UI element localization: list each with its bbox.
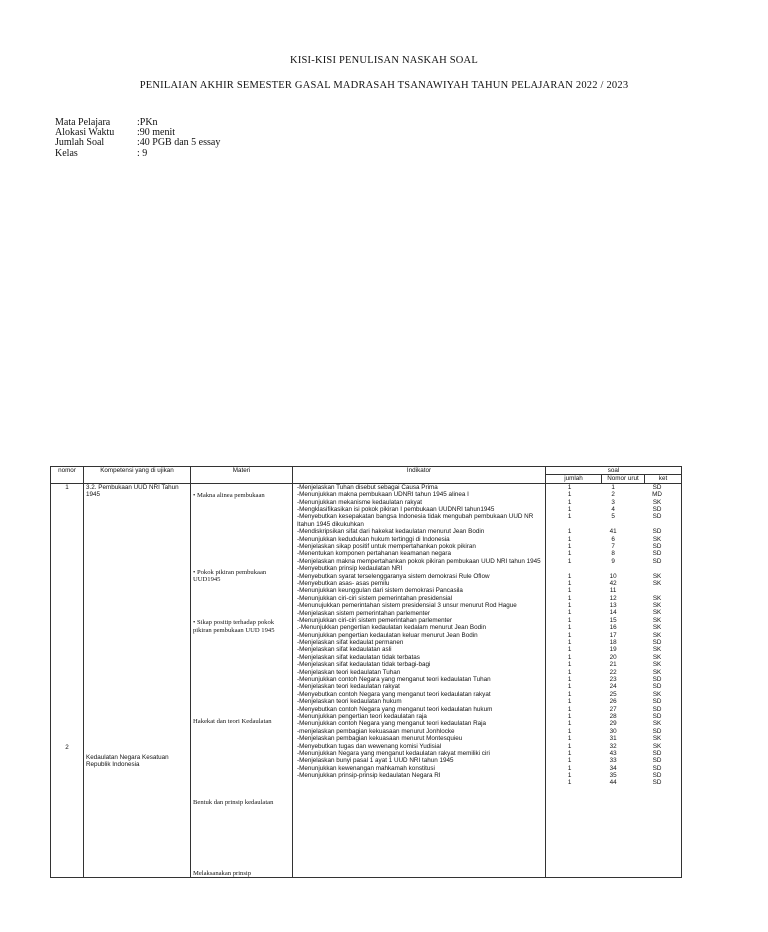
jumlah-value: 1 [567,505,572,513]
nomor-urut-value: 34 [609,764,617,772]
nomor-urut-value: 14 [609,609,617,617]
indicator-text: -Menjelaskan sistem pemerintahan parlementer [297,609,430,617]
jumlah-value: 1 [567,498,572,506]
nomor-urut-value: 26 [609,698,617,706]
nomor-urut-value: 32 [609,742,617,750]
jumlah-value: 1 [567,757,572,765]
soal-row [548,691,679,698]
indicator-text: -Menunjukkan Negara yang menganut kedaulatan rakyat memiliki ciri [297,749,490,757]
ket-value: SD [652,772,662,780]
nomor-urut-value: 19 [609,646,617,654]
jumlah-value: 1 [567,712,572,720]
ket-value: SK [652,668,662,676]
nomor-urut-value: 11 [609,587,617,595]
jumlah-value: 1 [567,557,572,565]
ket-value: SK [652,616,662,624]
indicator-text: -Menjelaskan sifat kedaulatan tidak terbatas [297,653,420,661]
soal-row [548,499,679,506]
soal-row [548,506,679,513]
jumlah-value: 1 [567,676,572,683]
soal-row [548,513,679,528]
indicator-text: -Menyebutkan asas- asas pemilu [297,579,390,587]
soal-row [548,558,679,573]
soal-row [548,580,679,587]
nomor-urut-value: 7 [611,542,615,550]
ket-value: SK [652,579,662,587]
ket-value: SD [652,779,662,787]
materi-item: • Pokok pikiran pembukaan UUD1945 [193,569,267,584]
jumlah-value: 1 [567,749,572,757]
jumlah-value: 1 [567,661,572,669]
ket-value: SD [652,705,662,713]
nomor-urut-value: 21 [609,661,617,669]
indikator-cell [293,483,546,878]
soal-row [548,543,679,550]
indicator-text: -Menjelaskan Tuhan disebut sebagai Causa Prima [297,483,438,491]
ket-value: SD [652,528,662,536]
ket-value: SK [652,646,662,654]
indicator-text: -Menjelaskan sifat kedaulatan asli [297,646,392,654]
ket-value [635,587,679,594]
document-title: KISI-KISI PENULISAN NASKAH SOAL [290,55,478,66]
ket-value: SK [652,653,662,661]
indicator-text: -Menjelaskan bunyi pasal 1 ayat 1 UUD NRI tahun 1945 [297,757,454,765]
info-label: Jumlah Soal [55,137,105,149]
ket-value: SD [652,683,662,691]
info-label: Mata Pelajara [55,117,111,128]
soal-row [548,779,679,786]
jumlah-value: 1 [567,624,572,632]
ket-value: SK [652,720,662,728]
soal-row [548,750,679,757]
nomor-urut-value: 2 [611,491,615,499]
indicator-text: -Menentukan komponen pertahanan keamanan negara [297,550,452,558]
indicator-text: -Menunjukkan pengertian kedaulatan keluar menurut Jean Bodin [297,631,478,639]
ket-value: SD [652,483,662,491]
jumlah-value: 1 [567,602,572,610]
indicator-text: .-Menunjukkan pengertian kedaulatan kedalam menurut Jean Bodin [297,624,487,632]
info-value: :40 PGB dan 5 essay [137,137,221,149]
soal-row [548,735,679,742]
jumlah-value: 1 [567,698,572,706]
nomor-urut-value: 10 [609,572,617,580]
soal-row [548,757,679,764]
header-soal: soal [546,467,682,475]
soal-row [548,698,679,705]
materi-item: Hakekat dan teori Kedaulatan [193,717,272,725]
table-row [51,483,682,878]
indicator-text: -Mendiskripsikan sifat dari hakekat kedaulatan menurut Jean Bodin [297,528,485,536]
jumlah-value: 1 [567,616,572,624]
nomor-urut-value: 16 [609,624,617,632]
jumlah-value: 1 [567,653,572,661]
materi-item: Melaksanakan prinsip [193,870,252,878]
nomor-urut-value: 6 [611,535,615,543]
materi-item: • Sikap positip terhadap pokok pikiran pembukaan UUD 1945 [193,619,275,634]
indicator-text: -menjelaskan pembagian kekuasaan menurut Jonhlocke [297,727,455,735]
indicator-text: -Menjelaskan sifat kedaulat permanen [297,639,404,647]
soal-row [548,617,679,624]
jumlah-value: 1 [567,535,572,543]
nomor-urut-value: 42 [609,579,617,587]
jumlah-value: 1 [567,528,572,536]
ket-value: SK [652,661,662,669]
ket-value: SD [652,676,662,683]
ket-value: SD [652,639,662,647]
jumlah-value: 1 [567,772,572,780]
indicator-text: -Menunjukkan kedudukan hukum tertinggi di Indonesia [297,535,450,543]
jumlah-value: 1 [567,727,572,735]
soal-cell [546,483,682,878]
jumlah-value: 1 [567,764,572,772]
ket-value: SK [652,609,662,617]
ket-value: MD [652,491,662,499]
soal-row [548,536,679,543]
header-kompetensi: Kompetensi yang di ujikan [84,467,191,484]
header-jumlah: jumlah [546,475,602,483]
info-value: :PKn [137,117,158,128]
ket-value: SK [652,594,662,602]
jumlah-value: 1 [567,579,572,587]
indicator-text: -Menunjukkan keunggulan dari sistem demokrasi Pancasila [297,587,463,595]
soal-row [548,550,679,557]
indicator-text: -Menjelaskan teori kedaulatan hukum [297,698,402,706]
nomor-urut-value: 1 [611,483,615,491]
jumlah-value: 1 [567,631,572,639]
indicator-text: -Menunjukkan mekanisme kedaulatan rakyat [297,498,422,506]
kisi-kisi-table [50,466,682,878]
soal-row [548,646,679,653]
jumlah-value: 1 [567,572,572,580]
jumlah-value: 1 [567,587,572,595]
ket-value: SK [652,572,662,580]
indicator-text: -Menyebutkan tugas dan wewenang komisi Yudisial [297,742,442,750]
row-number [51,483,84,878]
indicator-text: -Menunjukkan contoh Negara yang menganut teori kedaulatan Raja [297,720,487,728]
soal-row [548,587,679,594]
ket-value: SK [652,742,662,750]
info-row [55,149,220,159]
soal-row [548,491,679,498]
nomor-urut-value: 27 [609,705,617,713]
nomor-urut-value: 23 [609,676,617,683]
header-ket: ket [645,475,682,483]
indicator-text: -Menunjukkan ciri-ciri sistem pemerintahan parlementer [297,616,453,624]
nomor-urut-value: 28 [609,712,617,720]
header-materi: Materi [191,467,293,484]
ket-value: SK [652,690,662,698]
nomor-urut-value: 25 [609,690,617,698]
nomor-urut-value: 41 [609,528,617,536]
soal-row [548,602,679,609]
jumlah-value: 1 [567,735,572,743]
soal-row [548,706,679,713]
header-nomor-urut: Nomor urut [602,475,645,483]
soal-row [548,772,679,779]
ket-value: SK [652,602,662,610]
jumlah-value: 1 [567,491,572,499]
materi-item: Bentuk dan prinsip kedaulatan [193,799,274,807]
indicator-text: -Menyebutkan contoh Negara yang menganut teori kedaulatan rakyat [297,690,491,698]
ket-value: SK [652,624,662,632]
soal-row [548,624,679,631]
soal-row [548,661,679,668]
nomor-urut-value: 18 [609,639,617,647]
indicator-text: -Menunjukkan pengertian teori kedaulatan raja [297,712,427,720]
nomor-urut-value: 24 [609,683,617,691]
nomor-urut-value: 44 [609,779,617,787]
ket-value: SD [652,712,662,720]
jumlah-value: 1 [567,594,572,602]
nomor-urut-value: 33 [609,757,617,765]
jumlah-value: 1 [567,646,572,654]
nomor-urut-value: 35 [609,772,617,780]
nomor-urut-value: 12 [609,594,617,602]
jumlah-value: 1 [567,542,572,550]
soal-row [548,654,679,661]
jumlah-value: 1 [567,513,572,521]
indicator-text: -Menjelaskan teori kedaulatan rakyat [297,683,400,691]
indicator-text: -Menunjukkan prinsip-prinsip kedaulatan Negara RI [297,772,441,780]
materi-item: • Makna alinea pembukaan [193,491,265,499]
indicator-text: -Menyebutkan contoh Negara yang menganut teori kedaulatan hukum [297,705,493,713]
nomor-urut-value: 5 [611,513,615,521]
soal-row [548,639,679,646]
soal-row [548,632,679,639]
indicator-text: -Menjelaskan sikap positif untuk mempertahankan pokok pikiran [297,542,476,550]
info-value: : 9 [137,147,148,159]
nomor-urut-value: 43 [609,749,617,757]
jumlah-value: 1 [567,690,572,698]
ket-value: SD [652,550,662,558]
soal-row [548,720,679,727]
ket-value: SD [652,727,662,735]
nomor-urut-value: 9 [611,557,615,565]
soal-row [548,743,679,750]
header-nomor: nomor [51,467,84,484]
ket-value: SD [652,757,662,765]
ket-value: SD [652,505,662,513]
nomor-urut-value: 30 [609,727,617,735]
indicator-text: -Menyebutkan syarat terselenggaranya sistem demokrasi Rule Oflow [297,572,490,580]
nomor-urut-value: 17 [609,631,617,639]
jumlah-value: 1 [567,705,572,713]
info-block [55,118,220,159]
soal-row [548,609,679,616]
nomor-urut-value: 4 [611,505,615,513]
jumlah-value: 1 [567,720,572,728]
soal-row [548,484,679,491]
jumlah-value: 1 [567,668,572,676]
indicator-text: -Menyebutkan kesepakatan bangsa Indonesia tidak mengubah pembukaan UUD NR Itahun 1945 dikukuhkan [297,513,534,528]
materi-cell [191,483,293,878]
ket-value: SD [652,557,662,565]
jumlah-value: 1 [567,483,572,491]
jumlah-value: 1 [567,742,572,750]
nomor-urut-value: 20 [609,653,617,661]
ket-value: SD [652,698,662,706]
soal-row [548,669,679,676]
header-indikator: Indikator [293,467,546,484]
jumlah-value: 1 [567,550,572,558]
indicator-text: -Menjelaskan sifat kedaulatan tidak terbagi-bagi [297,661,431,669]
indicator-text: -Menjelaskan teori kedaulatan Tuhan [297,668,401,676]
kompetensi-cell [84,483,191,878]
jumlah-value: 1 [567,639,572,647]
info-label: Kelas [55,147,78,159]
ket-value: SD [652,542,662,550]
soal-row [548,713,679,720]
indicator-text: -Menunjukkan makna pembukaan UDNRI tahun 1945 alinea I [297,491,469,499]
jumlah-value: 1 [567,609,572,617]
ket-value: SK [652,631,662,639]
jumlah-value: 1 [567,779,572,787]
soal-row [548,595,679,602]
indicator-text: -Menjelaskan pembagian kekuasaan menurut Montesquieu [297,735,463,743]
nomor-urut-value: 15 [609,616,617,624]
indicator-text: -Menunjukkan ciri-ciri sistem pemerintahan presidensial [297,594,453,602]
document-subtitle: PENILAIAN AKHIR SEMESTER GASAL MADRASAH TSANAWIYAH TAHUN PELAJARAN 2022 / 2023 [139,80,629,91]
soal-row [548,728,679,735]
jumlah-value: 1 [567,683,572,691]
nomor-urut-value: 31 [609,735,617,743]
nomor-urut-value: 22 [609,668,617,676]
indicator-text: -Menyebutkan prinsip kedaulatan NRI [297,565,403,573]
kompetensi-1: 3.2. Pembukaan UUD NRI Tahun 1945 [86,483,179,499]
nomor-urut-value: 8 [611,550,615,558]
indicator-text: -Menunjukkan kewenangan mahkamah konstitusi [297,764,435,772]
ket-value: SK [652,535,662,543]
ket-value: SD [652,764,662,772]
soal-row [548,683,679,690]
info-value: :90 menit [137,127,176,139]
ket-value: SK [652,735,662,743]
ket-value: SD [652,749,662,757]
kompetensi-2: Kedaulatan Negara Kesatuan Republik Indonesia [86,753,169,769]
soal-row [548,528,679,535]
ket-value: SD [652,513,662,521]
indicator-text: -Mengklasifikasikan isi pokok pikiran I pembukaan UUDNRI tahun1945 [297,505,495,513]
nomor-urut-value: 13 [609,602,617,610]
info-label: Alokasi Waktu [55,127,115,139]
row-number-1: 1 [65,483,69,491]
indicator-text: -Menunjukkan contoh Negara yang menganut teori kedaulatan Tuhan [297,676,491,684]
indicator-text: -Menunujukkan pemerintahan sistem presidensial 3 unsur menurut Rod Hague [297,602,517,610]
nomor-urut-value: 29 [609,720,617,728]
soal-row [548,573,679,580]
ket-value: SK [652,498,662,506]
nomor-urut-value: 3 [611,498,615,506]
row-number-2: 2 [65,743,69,751]
soal-row [548,765,679,772]
indicator-text: -Menjelaskan makna mempertahankan pokok pikiran pembukaan UUD NRI tahun 1945 [297,557,541,565]
soal-row [548,676,679,683]
